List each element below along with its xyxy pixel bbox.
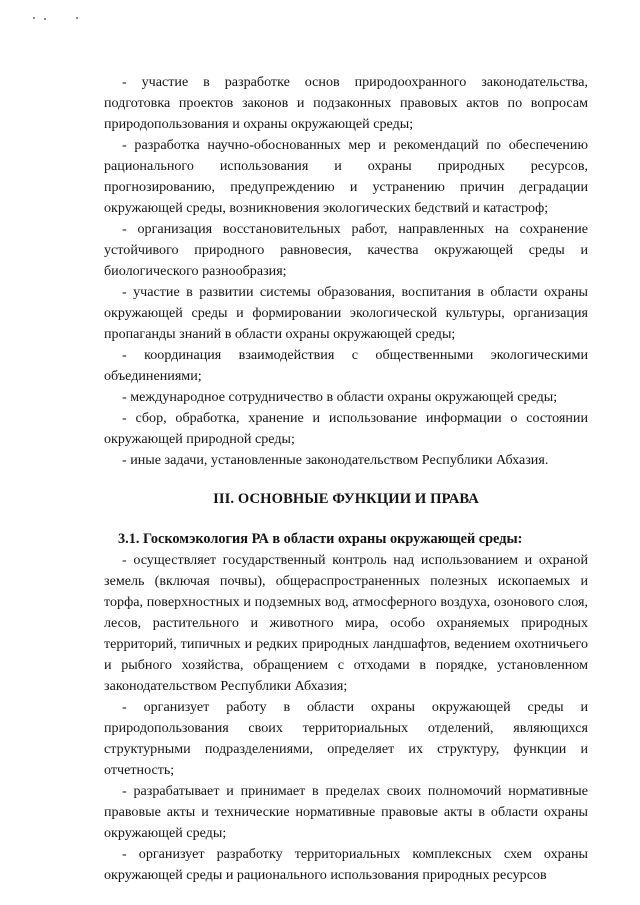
list-item: - координация взаимодействия с общественными экологическими объединениями; (104, 347, 588, 384)
list-item: - участие в разработке основ природоохранного законодательства, подготовка проектов законов и подзаконных правовых актов по вопросам природопользования и охраны окружающей среды; (104, 74, 588, 132)
list-item: - осуществляет государственный контроль над использованием и охраной земель (включая почвы), общераспространенных полезных ископаемых и торфа, поверхностных и подземных вод, атмосферного воздуха, озонового слоя, лесов, растительного и животного мира, особо охраняемых природных территорий, типичных и редких природных ландшафтов, ведением охотничьего и рыбного хозяйства, обращением с отходами в порядке, установленном законодательством Республики Абхазия; (104, 552, 588, 694)
list-item: - иные задачи, установленные законодательством Республики Абхазия. (122, 452, 549, 468)
list-item: - разработка научно-обоснованных мер и рекомендаций по обеспечению рационального использования и охраны природных ресурсов, прогнозированию, предупреждению и устранению причин деградации окружающей среды, возникновения экологических бедствий и катастроф; (104, 137, 588, 216)
subsection-heading: 3.1. Госкомэкология РА в области охраны окружающей среды: (118, 531, 523, 547)
scan-artifact (76, 17, 78, 19)
scan-artifact (33, 17, 35, 19)
list-item: - организует разработку территориальных комплексных схем охраны окружающей среды и рационального использования природных ресурсов (104, 846, 588, 883)
list-item: - организует работу в области охраны окружающей среды и природопользования своих территориальных отделений, являющихся структурными подразделениями, определяет их структуру, функции и отчетность; (104, 699, 588, 778)
scan-artifact (44, 18, 46, 20)
list-item: - международное сотрудничество в области охраны окружающей среды; (122, 389, 558, 405)
list-item: - участие в развитии системы образования, воспитания в области охраны окружающей среды и формировании экологической культуры, организация пропаганды знаний в области охраны окружающей среды; (104, 284, 588, 342)
list-item: - разрабатывает и принимает в пределах своих полномочий нормативные правовые акты и технические нормативные правовые акты в области охраны окружающей среды; (104, 783, 588, 841)
section-heading: III. ОСНОВНЫЕ ФУНКЦИИ И ПРАВА (213, 491, 479, 507)
list-item: - сбор, обработка, хранение и использование информации о состоянии окружающей природной среды; (104, 410, 588, 447)
list-item: - организация восстановительных работ, направленных на сохранение устойчивого природного равновесия, качества окружающей среды и биологического разнообразия; (104, 221, 588, 279)
document-body (104, 72, 588, 886)
